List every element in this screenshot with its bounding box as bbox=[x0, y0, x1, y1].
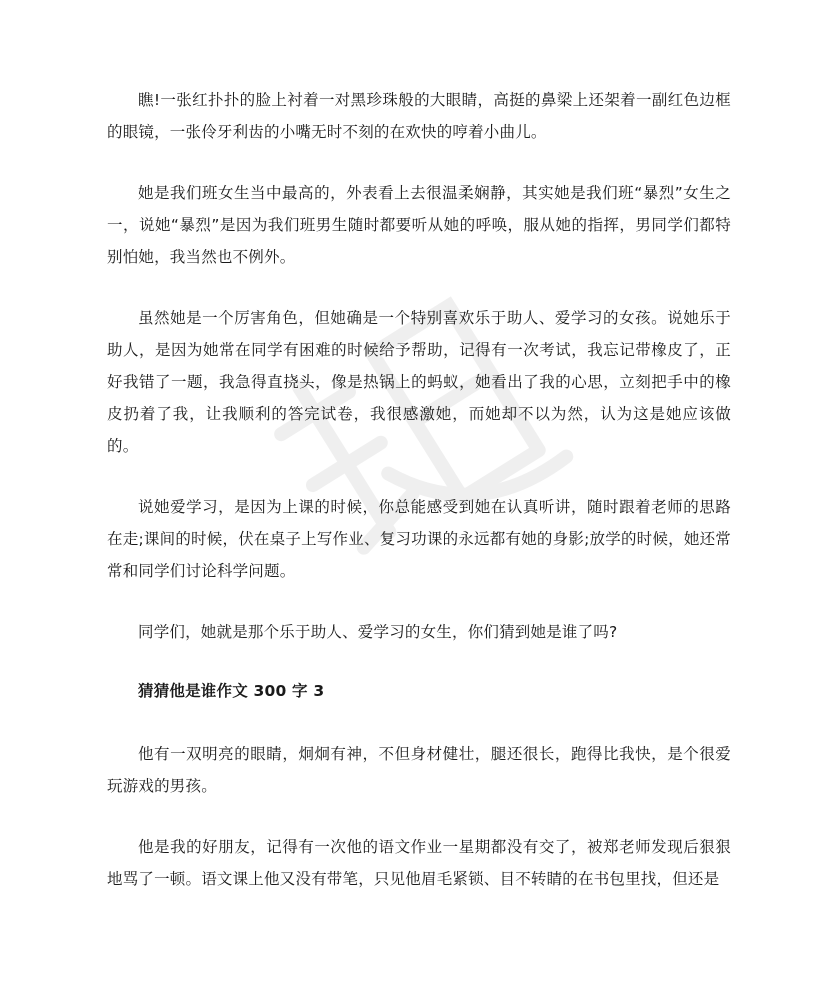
paragraph-1: 瞧!一张红扑扑的脸上衬着一对黑珍珠般的大眼睛，高挺的鼻梁上还架着一副红色边框的眼镜，一张伶牙利齿的小嘴无时不刻的在欢快的哼着小曲儿。 bbox=[107, 91, 731, 141]
document-body bbox=[107, 84, 731, 924]
paragraph-4: 说她爱学习，是因为上课的时候，你总能感受到她在认真听讲，随时跟着老师的思路在走;课间的时候，伏在桌子上写作业、复习功课的永远都有她的身影;放学的时候，她还常常和同学们讨论科学问题。 bbox=[107, 498, 731, 580]
paragraph-2: 她是我们班女生当中最高的，外表看上去很温柔娴静，其实她是我们班“暴烈”女生之一，说她“暴烈”是因为我们班男生随时都要听从她的呼唤，服从她的指挥，男同学们都特别怕她，我当然也不例外。 bbox=[107, 184, 731, 266]
paragraph-6: 他有一双明亮的眼睛，炯炯有神，不但身材健壮，腿还很长，跑得比我快，是个很爱玩游戏的男孩。 bbox=[107, 745, 731, 795]
paragraph-7: 他是我的好朋友，记得有一次他的语文作业一星期都没有交了，被郑老师发现后狠狠地骂了一顿。语文课上他又没有带笔，只见他眉毛紧锁、目不转睛的在书包里找，但还是 bbox=[107, 838, 731, 888]
section-heading: 猜猜他是谁作文 300 字 3 bbox=[138, 682, 325, 700]
paragraph-5: 同学们，她就是那个乐于助人、爱学习的女生，你们猜到她是谁了吗? bbox=[138, 623, 618, 641]
paragraph-3: 虽然她是一个厉害角色，但她确是一个特别喜欢乐于助人、爱学习的女孩。说她乐于助人，是因为她常在同学有困难的时候给予帮助，记得有一次考试，我忘记带橡皮了，正好我错了一题，我急得直挠头，像是热锅上的蚂蚁，她看出了我的心思，立刻把手中的橡皮扔着了我，让我顺利的答完试卷，我很感激她，而她却不以为然，认为这是她应该做的。 bbox=[107, 309, 731, 455]
